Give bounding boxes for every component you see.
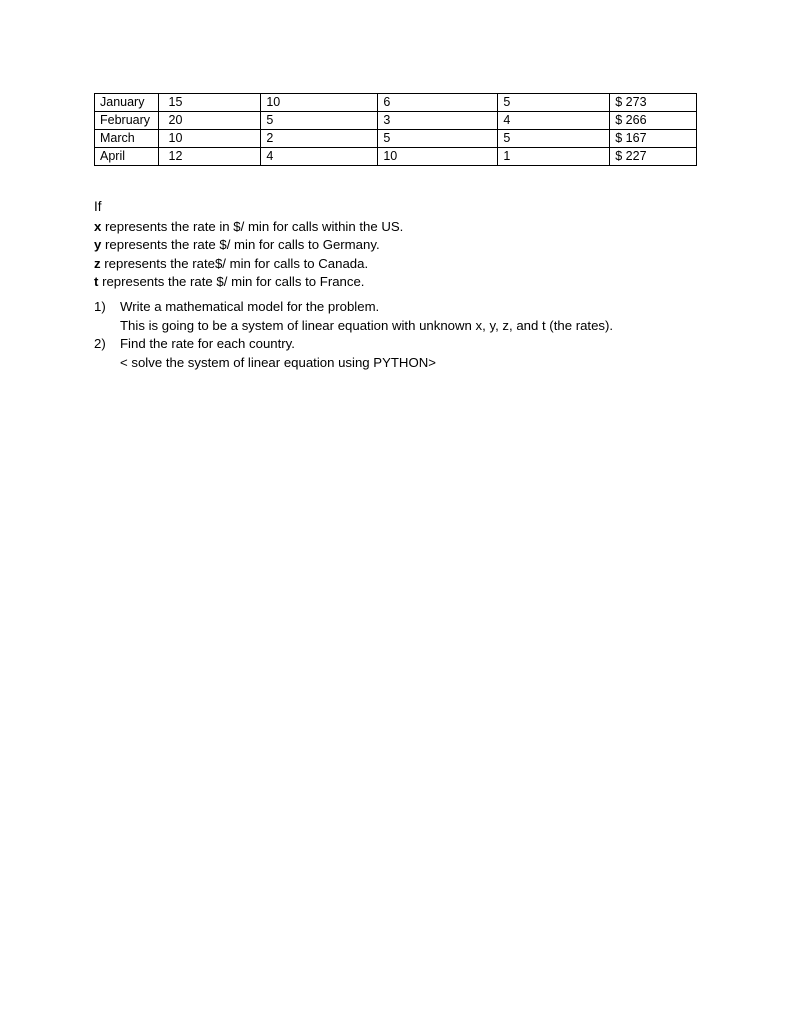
table-cell-us-minutes: 10 (158, 130, 261, 148)
task-subtext: This is going to be a system of linear equation with unknown x, y, z, and t (the rates). (120, 317, 614, 333)
definition-text: represents the rate$/ min for calls to Canada. (100, 255, 369, 271)
table-cell-france-minutes: 1 (498, 148, 610, 166)
table-row (95, 94, 697, 112)
task-subtext: < solve the system of linear equation using PYTHON> (120, 354, 436, 370)
task-text: Write a mathematical model for the problem. (120, 298, 380, 314)
table-cell-total-cost: $ 167 (610, 130, 697, 148)
table-cell-france-minutes: 4 (498, 112, 610, 130)
task-number: 1) (94, 298, 106, 314)
definition-text: represents the rate $/ min for calls to Germany. (101, 237, 380, 253)
definition-x (94, 218, 734, 237)
variable-name: t (94, 274, 99, 290)
call-minutes-table (94, 93, 697, 166)
table-cell-month: March (95, 130, 159, 148)
table-cell-total-cost: $ 273 (610, 94, 697, 112)
table-cell-month: January (95, 94, 159, 112)
definition-y (94, 236, 734, 255)
variable-name: y (94, 237, 102, 253)
table-cell-us-minutes: 20 (158, 112, 261, 130)
task-item-1 (94, 298, 734, 317)
table-cell-germany-minutes: 2 (261, 130, 378, 148)
task-number: 2) (94, 336, 106, 352)
table-row (95, 148, 697, 166)
table-cell-us-minutes: 15 (158, 94, 261, 112)
definition-text: represents the rate $/ min for calls to France. (98, 274, 365, 290)
table-cell-us-minutes: 12 (158, 148, 261, 166)
problem-text (94, 198, 734, 372)
table-cell-canada-minutes: 3 (378, 112, 498, 130)
table-cell-month: February (95, 112, 159, 130)
intro-text: If (94, 199, 102, 214)
table-cell-france-minutes: 5 (498, 130, 610, 148)
table-cell-canada-minutes: 6 (378, 94, 498, 112)
task-text: Find the rate for each country. (120, 336, 295, 352)
table-cell-month: April (95, 148, 159, 166)
table-cell-germany-minutes: 5 (261, 112, 378, 130)
table-cell-germany-minutes: 10 (261, 94, 378, 112)
variable-name: x (94, 218, 102, 234)
table-cell-france-minutes: 5 (498, 94, 610, 112)
table-cell-total-cost: $ 266 (610, 112, 697, 130)
table-cell-germany-minutes: 4 (261, 148, 378, 166)
definition-text: represents the rate in $/ min for calls within the US. (101, 218, 404, 234)
variable-name: z (94, 255, 101, 271)
definition-z (94, 255, 734, 274)
table-row (95, 130, 697, 148)
table-cell-canada-minutes: 10 (378, 148, 498, 166)
definition-t (94, 273, 734, 292)
table-cell-total-cost: $ 227 (610, 148, 697, 166)
task-item-2 (94, 335, 734, 354)
table-cell-canada-minutes: 5 (378, 130, 498, 148)
table-row (95, 112, 697, 130)
